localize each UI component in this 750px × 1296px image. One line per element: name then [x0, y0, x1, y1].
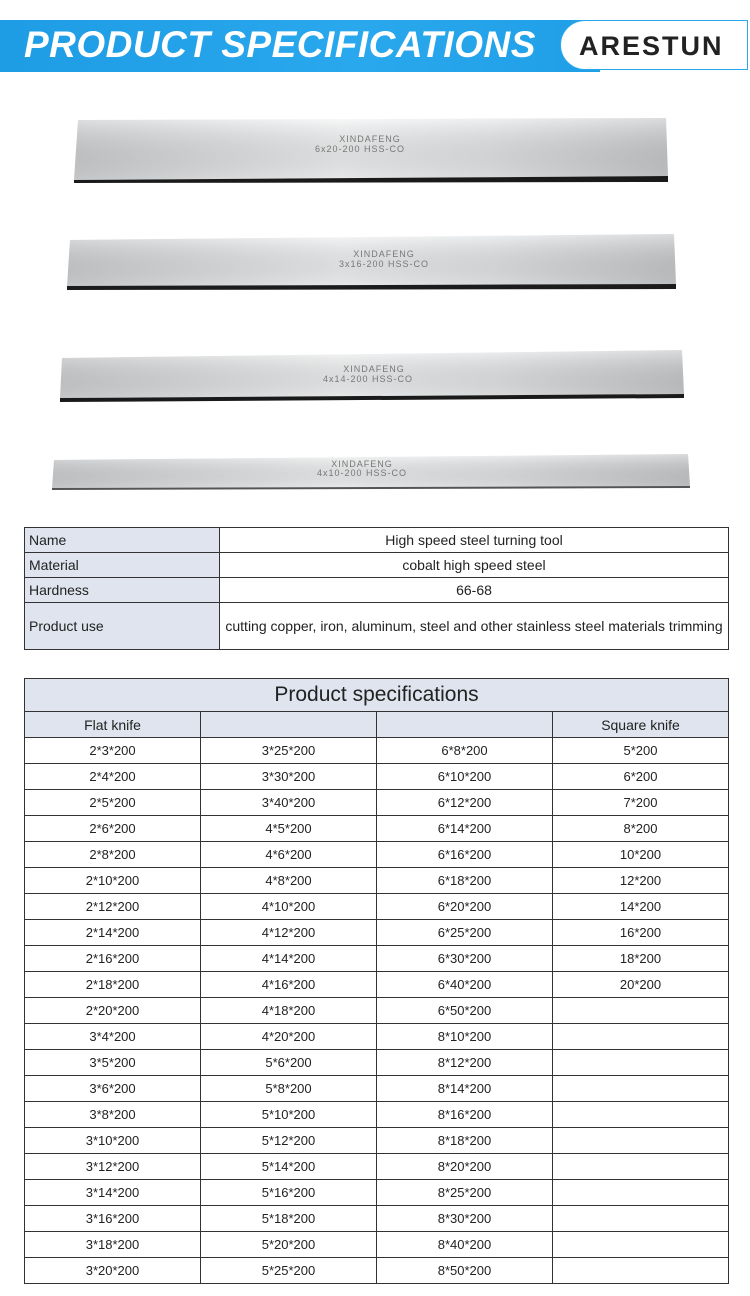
bar-2-brand: XINDAFENG: [353, 249, 415, 259]
steel-bar-1: [74, 118, 668, 183]
steel-bar-4: [52, 454, 690, 490]
spec-cell: 5*8*200: [201, 1076, 377, 1102]
bar-2-spec: 3x16-200 HSS-CO: [338, 259, 430, 269]
spec-cell: 16*200: [553, 920, 729, 946]
table-row: [25, 894, 729, 920]
spec-cell: 2*14*200: [25, 920, 201, 946]
spec-cell: 8*30*200: [377, 1206, 553, 1232]
spec-cell: 8*50*200: [377, 1258, 553, 1284]
spec-cell: [553, 1154, 729, 1180]
spec-cell: 3*14*200: [25, 1180, 201, 1206]
spec-cell: 3*12*200: [25, 1154, 201, 1180]
spec-cell: 2*4*200: [25, 764, 201, 790]
spec-cell: 6*25*200: [377, 920, 553, 946]
table-row: [25, 1128, 729, 1154]
info-key: Material: [25, 553, 220, 578]
info-row-hardness: [25, 578, 729, 603]
spec-cell: 4*18*200: [201, 998, 377, 1024]
spec-cell: 6*50*200: [377, 998, 553, 1024]
spec-cell: 6*16*200: [377, 842, 553, 868]
spec-cell: 5*25*200: [201, 1258, 377, 1284]
spec-cell: 2*6*200: [25, 816, 201, 842]
spec-cell: 5*10*200: [201, 1102, 377, 1128]
spec-cell: 6*8*200: [377, 738, 553, 764]
table-row: [25, 998, 729, 1024]
spec-cell: [553, 1128, 729, 1154]
spec-cell: 6*12*200: [377, 790, 553, 816]
spec-cell: 3*10*200: [25, 1128, 201, 1154]
spec-cell: [553, 1102, 729, 1128]
brand-logo: [560, 20, 748, 70]
brand-name: ARESTUN: [579, 31, 724, 61]
spec-cell: 6*40*200: [377, 972, 553, 998]
banner-background: [0, 20, 600, 72]
spec-cell: 8*25*200: [377, 1180, 553, 1206]
spec-cell: 4*16*200: [201, 972, 377, 998]
product-info-table: [24, 527, 729, 650]
spec-cell: 2*5*200: [25, 790, 201, 816]
column-header-flat-knife: Flat knife: [25, 712, 201, 738]
spec-cell: 5*18*200: [201, 1206, 377, 1232]
table-row: [25, 1024, 729, 1050]
spec-cell: 3*30*200: [201, 764, 377, 790]
header-banner: [0, 20, 750, 72]
specs-title: Product specifications: [25, 679, 729, 712]
bar-3-brand: XINDAFENG: [343, 364, 405, 374]
spec-cell: 3*25*200: [201, 738, 377, 764]
spec-cell: [553, 998, 729, 1024]
column-header-square-knife: Square knife: [553, 712, 729, 738]
info-value: cutting copper, iron, aluminum, steel and other stainless steel materials trimming: [220, 603, 729, 650]
spec-cell: 5*6*200: [201, 1050, 377, 1076]
spec-cell: 8*12*200: [377, 1050, 553, 1076]
spec-cell: 6*14*200: [377, 816, 553, 842]
spec-cell: 6*200: [553, 764, 729, 790]
spec-cell: 8*18*200: [377, 1128, 553, 1154]
specifications-table: [24, 678, 729, 1284]
info-row-name: [25, 528, 729, 553]
table-row: [25, 1258, 729, 1284]
info-value: High speed steel turning tool: [220, 528, 729, 553]
spec-cell: [553, 1180, 729, 1206]
spec-cell: 5*20*200: [201, 1232, 377, 1258]
column-header-blank: [201, 712, 377, 738]
table-row: [25, 1154, 729, 1180]
spec-cell: 3*16*200: [25, 1206, 201, 1232]
spec-cell: 8*200: [553, 816, 729, 842]
spec-cell: 20*200: [553, 972, 729, 998]
spec-cell: 4*14*200: [201, 946, 377, 972]
spec-cell: 8*40*200: [377, 1232, 553, 1258]
spec-cell: 3*18*200: [25, 1232, 201, 1258]
spec-cell: 2*20*200: [25, 998, 201, 1024]
spec-cell: 2*3*200: [25, 738, 201, 764]
spec-cell: 14*200: [553, 894, 729, 920]
table-row: [25, 764, 729, 790]
table-row: [25, 816, 729, 842]
spec-cell: 2*10*200: [25, 868, 201, 894]
spec-cell: 8*14*200: [377, 1076, 553, 1102]
spec-cell: 7*200: [553, 790, 729, 816]
spec-cell: 6*20*200: [377, 894, 553, 920]
info-row-material: [25, 553, 729, 578]
info-key: Product use: [25, 603, 220, 650]
spec-cell: 2*18*200: [25, 972, 201, 998]
spec-cell: [553, 1206, 729, 1232]
table-row: [25, 1050, 729, 1076]
spec-cell: 5*16*200: [201, 1180, 377, 1206]
column-header-blank: [377, 712, 553, 738]
table-row: [25, 972, 729, 998]
steel-bar-3: [60, 350, 684, 402]
table-row: [25, 738, 729, 764]
spec-cell: 8*20*200: [377, 1154, 553, 1180]
spec-cell: 3*6*200: [25, 1076, 201, 1102]
table-row: [25, 842, 729, 868]
spec-cell: 5*200: [553, 738, 729, 764]
info-row-product-use: [25, 603, 729, 650]
spec-cell: 10*200: [553, 842, 729, 868]
info-value: cobalt high speed steel: [220, 553, 729, 578]
spec-cell: [553, 1024, 729, 1050]
spec-cell: 2*8*200: [25, 842, 201, 868]
spec-cell: 5*14*200: [201, 1154, 377, 1180]
table-row: [25, 1180, 729, 1206]
specs-header-row: [25, 712, 729, 738]
spec-cell: 8*16*200: [377, 1102, 553, 1128]
spec-cell: 4*6*200: [201, 842, 377, 868]
spec-cell: 4*5*200: [201, 816, 377, 842]
spec-cell: 18*200: [553, 946, 729, 972]
table-row: [25, 1102, 729, 1128]
bar-4-spec: 4x10-200 HSS-CO: [316, 468, 408, 478]
spec-cell: 6*30*200: [377, 946, 553, 972]
table-row: [25, 1232, 729, 1258]
spec-cell: 12*200: [553, 868, 729, 894]
bar-3-spec: 4x14-200 HSS-CO: [322, 374, 414, 384]
spec-cell: 4*20*200: [201, 1024, 377, 1050]
table-row: [25, 1206, 729, 1232]
info-value: 66-68: [220, 578, 729, 603]
spec-cell: 5*12*200: [201, 1128, 377, 1154]
product-images: [0, 80, 750, 510]
spec-cell: 4*12*200: [201, 920, 377, 946]
table-row: [25, 946, 729, 972]
table-row: [25, 868, 729, 894]
spec-cell: [553, 1076, 729, 1102]
spec-cell: 2*16*200: [25, 946, 201, 972]
spec-cell: 6*18*200: [377, 868, 553, 894]
table-row: [25, 920, 729, 946]
spec-cell: 8*10*200: [377, 1024, 553, 1050]
spec-cell: 4*8*200: [201, 868, 377, 894]
spec-cell: 3*4*200: [25, 1024, 201, 1050]
spec-cell: [553, 1258, 729, 1284]
bar-1-spec: 6x20-200 HSS-CO: [314, 144, 406, 154]
bar-1-brand: XINDAFENG: [339, 134, 401, 144]
table-row: [25, 790, 729, 816]
page-title: PRODUCT SPECIFICATIONS: [24, 24, 536, 65]
info-key: Hardness: [25, 578, 220, 603]
info-key: Name: [25, 528, 220, 553]
steel-bar-2: [67, 234, 676, 290]
spec-cell: [553, 1232, 729, 1258]
bar-4-brand: XINDAFENG: [331, 459, 393, 469]
spec-cell: 3*5*200: [25, 1050, 201, 1076]
spec-cell: 4*10*200: [201, 894, 377, 920]
spec-cell: 2*12*200: [25, 894, 201, 920]
specs-title-row: [25, 679, 729, 712]
spec-cell: 3*40*200: [201, 790, 377, 816]
table-row: [25, 1076, 729, 1102]
spec-cell: 3*8*200: [25, 1102, 201, 1128]
spec-cell: [553, 1050, 729, 1076]
spec-cell: 3*20*200: [25, 1258, 201, 1284]
spec-cell: 6*10*200: [377, 764, 553, 790]
